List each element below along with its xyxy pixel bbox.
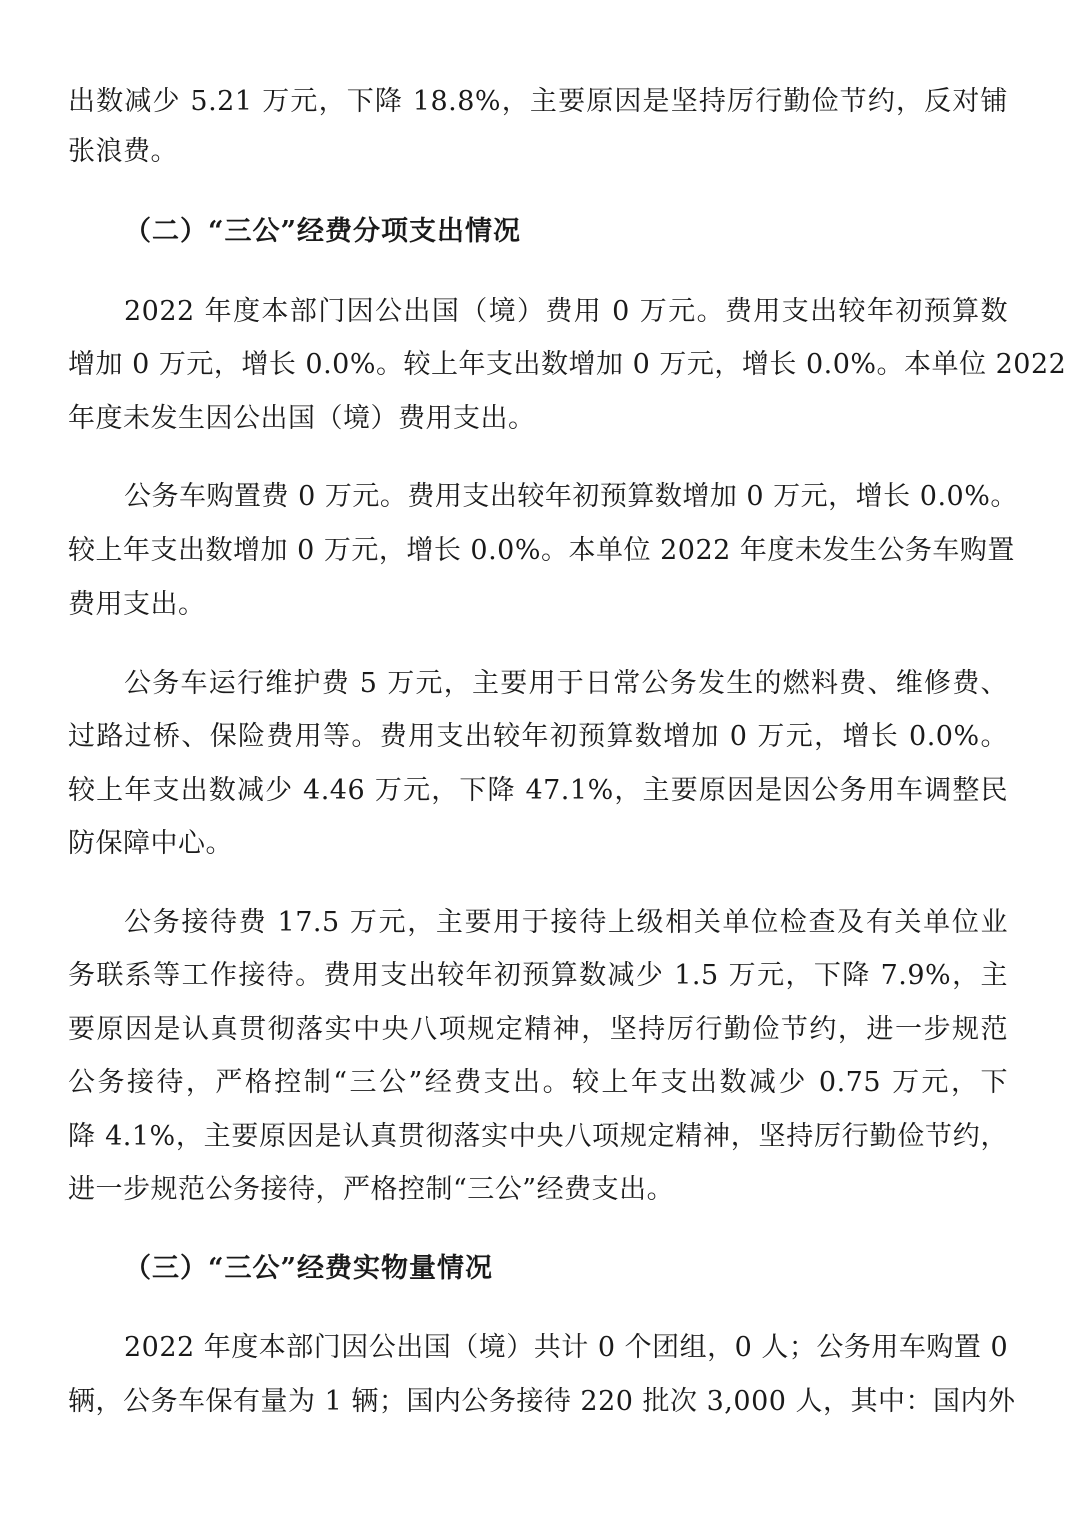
section-heading-2: （二）“三公”经费分项支出情况 (124, 216, 522, 247)
paragraph-line: 公务接待费 17.5 万元，主要用于接待上级相关单位检查及有关单位业 (124, 907, 1008, 938)
paragraph-line: 年度未发生因公出国（境）费用支出。 (68, 403, 536, 434)
paragraph-line: 张浪费。 (68, 136, 178, 167)
paragraph-line: 费用支出。 (68, 589, 206, 620)
paragraph-line: 防保障中心。 (68, 828, 233, 859)
paragraph-line: 出数减少 5.21 万元，下降 18.8%，主要原因是坚持厉行勤俭节约，反对铺 (68, 86, 1008, 117)
paragraph-line: 增加 0 万元，增长 0.0%。较上年支出数增加 0 万元，增长 0.0%。本单位 2022 (68, 349, 1067, 380)
paragraph-line: 要原因是认真贯彻落实中央八项规定精神，坚持厉行勤俭节约，进一步规范 (68, 1014, 1008, 1045)
paragraph-line: 过路过桥、保险费用等。费用支出较年初预算数增加 0 万元，增长 0.0%。 (68, 721, 1008, 752)
paragraph-line: 公务车购置费 0 万元。费用支出较年初预算数增加 0 万元，增长 0.0%。 (124, 481, 1018, 512)
paragraph-line: 2022 年度本部门因公出国（境）共计 0 个团组，0 人；公务用车购置 0 (124, 1332, 1009, 1363)
paragraph-line: 务联系等工作接待。费用支出较年初预算数减少 1.5 万元，下降 7.9%，主 (68, 960, 1008, 991)
section-heading-3: （三）“三公”经费实物量情况 (124, 1253, 494, 1284)
paragraph-line: 公务车运行维护费 5 万元，主要用于日常公务发生的燃料费、维修费、 (124, 668, 1008, 699)
paragraph-line: 公务接待，严格控制“三公”经费支出。较上年支出数减少 0.75 万元，下 (68, 1067, 1008, 1098)
paragraph-line: 较上年支出数减少 4.46 万元，下降 47.1%，主要原因是因公务用车调整民 (68, 775, 1008, 806)
paragraph-line: 降 4.1%，主要原因是认真贯彻落实中央八项规定精神，坚持厉行勤俭节约， (68, 1121, 1008, 1152)
paragraph-line: 辆，公务车保有量为 1 辆；国内公务接待 220 批次 3,000 人，其中：国内外 (68, 1386, 1016, 1417)
paragraph-line: 2022 年度本部门因公出国（境）费用 0 万元。费用支出较年初预算数 (124, 296, 1008, 327)
paragraph-line: 进一步规范公务接待，严格控制“三公”经费支出。 (68, 1174, 675, 1205)
paragraph-line: 较上年支出数增加 0 万元，增长 0.0%。本单位 2022 年度未发生公务车购置 (68, 535, 1015, 566)
